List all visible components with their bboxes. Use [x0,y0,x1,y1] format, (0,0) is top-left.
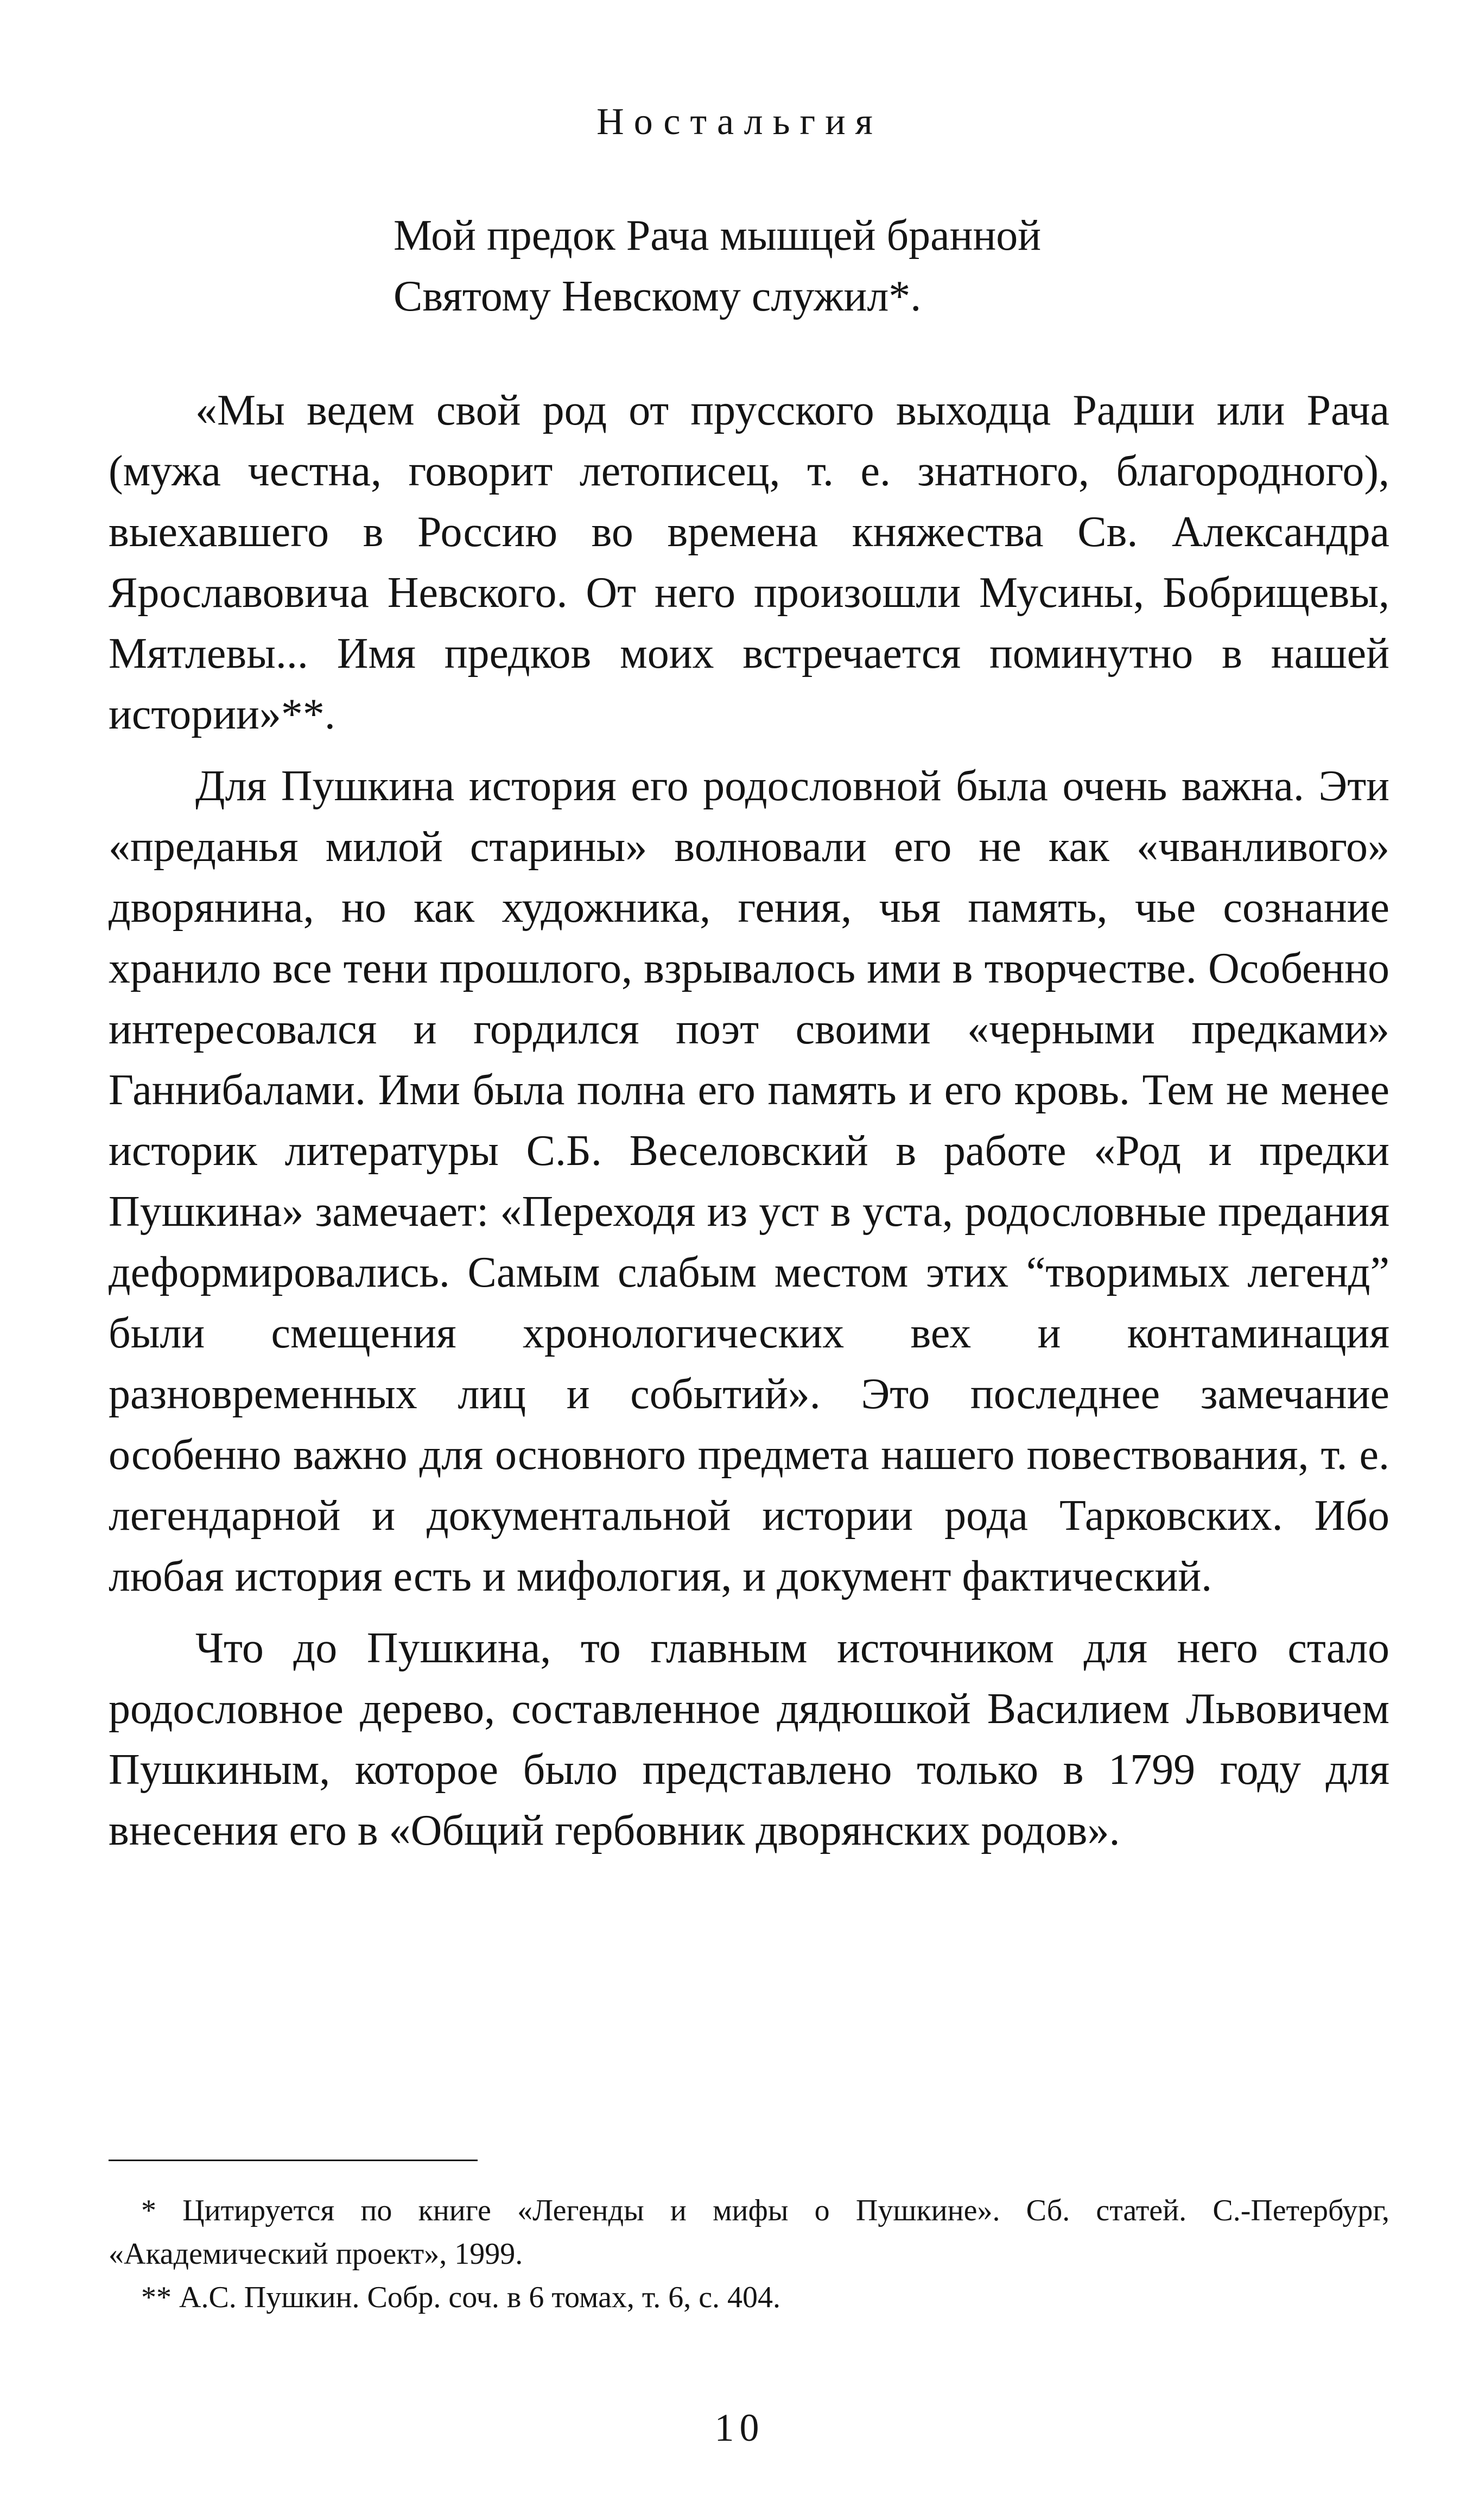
footnote: ** А.С. Пушкин. Собр. соч. в 6 томах, т. 6, с. 404. [141,2281,781,2314]
epigraph-line: Мой предок Рача мышцей бранной [393,212,1042,259]
paragraph: Что до Пушкина, то главным источником для него стало родословное дерево, составленное дядюшкой Василием Львовичем Пушкиным, которое было представлено только в 1799 году для внесения его в «Общий гербовник дворянских родов». [109,1624,1389,1854]
paragraph: «Мы ведем свой род от прусского выходца Радши или Рача (мужа честна, говорит летописец, т. е. знатного, благородного), выехавшего в Россию во времена княжества Св. Александра Ярославовича Невского. От него произошли Мусины, Бобрищевы, Мятлевы... Имя предков моих встречается поминутно в нашей истории»**. [109,387,1389,738]
epigraph [393,205,1041,327]
paragraph: Для Пушкина история его родословной была очень важна. Эти «преданья милой старины» волновали его не как «чванливого» дворянина, но как художника, гения, чья память, чье сознание хранило все тени прошлого, взрывалось ими в творчестве. Особенно интересовался и гордился поэт своими «черными предками» Ганнибалами. Ими была полна его память и его кровь. Тем не менее историк литературы С.Б. Веселовский в работе «Род и предки Пушкина» замечает: «Переходя из уст в уста, родословные предания деформировались. Самым слабым местом этих “творимых легенд” были смещения хронологических вех и контаминация разновременных лиц и событий». Это последнее замечание особенно важно для основного предмета нашего повествования, т. е. легендарной и документальной истории рода Тарковских. Ибо любая история есть и мифология, и документ фактический. [109,762,1389,1600]
footnote-divider [109,2160,478,2161]
page-number: 10 [714,2406,765,2449]
footnote: * Цитируется по книге «Легенды и мифы о Пушкине». Сб. статей. С.-Петербург, «Академический проект», 1999. [109,2194,1389,2271]
footnotes [109,2189,1389,2319]
body-text [109,380,1389,1872]
epigraph-line: Святому Невскому служил*. [393,273,922,320]
running-head: Ностальгия [596,101,883,143]
